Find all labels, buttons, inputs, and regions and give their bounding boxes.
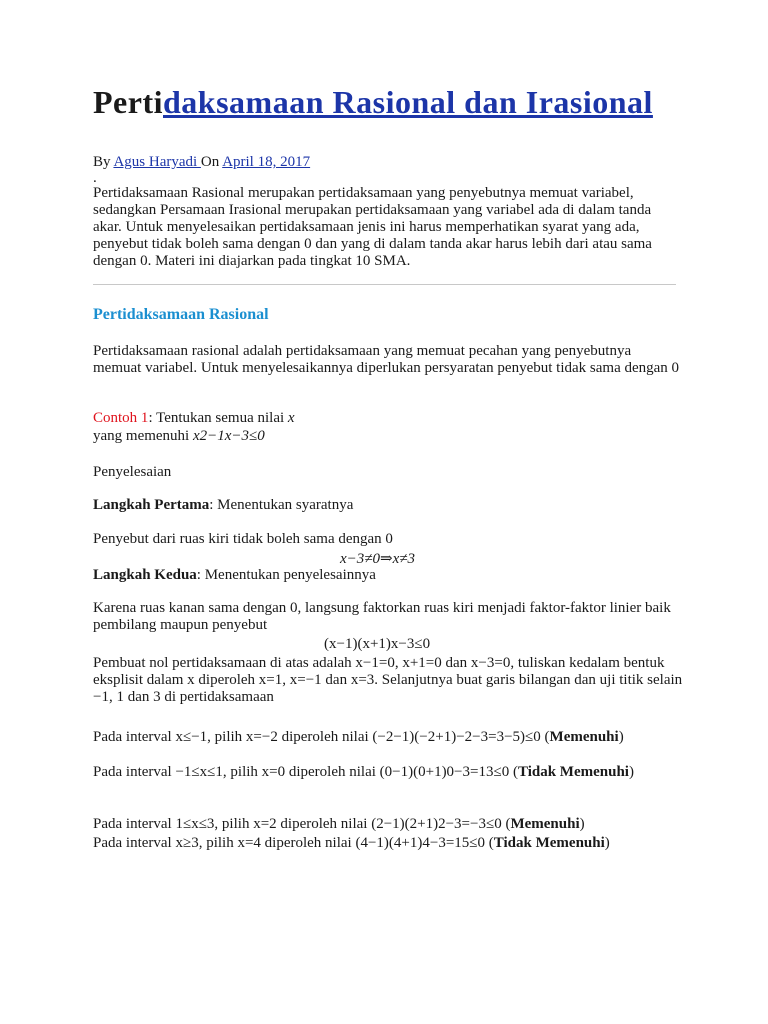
step-one-text: : Menentukan syaratnya — [209, 497, 354, 513]
page-title — [93, 84, 653, 121]
interval-3 — [93, 816, 683, 833]
interval-1-text: Pada interval x≤−1, pilih x=−2 diperoleh nilai (−2−1)(−2+1)−2−3=3−5)≤0 ( — [93, 729, 550, 745]
interval-2-result: Tidak Memenuhi — [517, 764, 629, 780]
byline-on: On — [200, 154, 223, 170]
interval-2-text: Pada interval −1≤x≤1, pilih x=0 diperoleh nilai (0−1)(0+1)0−3=13≤0 ( — [93, 764, 518, 780]
zeros-paragraph: Pembuat nol pertidaksamaan di atas adalah x−1=0, x+1=0 dan x−3=0, tuliskan kedalam bentuk eksplisit dalam x diperoleh x=1, x=−1 dan x=3. Selanjutnya buat garis bilangan dan uji titik selain −1, 1 dan 3 di pertidaksamaan — [93, 655, 683, 705]
title-prefix: Perti — [93, 84, 163, 120]
example-expression: x2−1x−3≤0 — [192, 428, 265, 444]
interval-4 — [93, 835, 683, 852]
interval-1-result: Memenuhi — [549, 729, 619, 745]
example-label: Contoh 1 — [93, 410, 149, 426]
byline-separator: . — [93, 170, 97, 186]
step-one-label: Langkah Pertama — [93, 497, 210, 513]
step-two-detail: Karena ruas kanan sama dengan 0, langsung faktorkan ruas kiri menjadi faktor-faktor linier baik pembilang maupun penyebut — [93, 600, 671, 633]
interval-3-close: ) — [579, 816, 585, 832]
author-link[interactable]: Agus Haryadi — [113, 154, 201, 170]
step-two-label: Langkah Kedua — [93, 567, 197, 583]
solution-label: Penyelesaian — [93, 464, 172, 480]
step-two — [93, 567, 683, 584]
step-two-text: : Menentukan penyelesainnya — [196, 567, 376, 583]
title-link[interactable]: daksamaan Rasional dan Irasional — [163, 84, 653, 120]
intro-paragraph: Pertidaksamaan Rasional merupakan pertidaksamaan yang penyebutnya memuat variabel, sedangkan Persamaan Irasional merupakan pertidaksamaan yang variabel ada di dalam tanda akar. Untuk menyelesaikan pertidaksamaan jenis ini harus memperhatikan syarat yang ada, penyebut tidak boleh sama dengan 0 dan yang di dalam tanda akar harus lebih dari atau sama dengan 0. Materi ini diajarkan pada tingkat 10 SMA. — [93, 185, 652, 269]
step-one-detail: Penyebut dari ruas kiri tidak boleh sama dengan 0 — [93, 531, 393, 547]
interval-4-close: ) — [604, 835, 610, 851]
step-one — [93, 497, 683, 514]
interval-4-result: Tidak Memenuhi — [493, 835, 605, 851]
section-heading: Pertidaksamaan Rasional — [93, 306, 269, 323]
interval-3-result: Memenuhi — [510, 816, 580, 832]
interval-4-text: Pada interval x≥3, pilih x=4 diperoleh nilai (4−1)(4+1)4−3=15≤0 ( — [93, 835, 494, 851]
example-condition — [93, 428, 683, 445]
example-prompt — [93, 410, 683, 427]
divider — [93, 284, 676, 285]
example-text: : Tentukan semua nilai — [148, 410, 288, 426]
interval-1-close: ) — [618, 729, 624, 745]
interval-1 — [93, 729, 683, 746]
byline-by: By — [93, 154, 114, 170]
interval-2-close: ) — [628, 764, 634, 780]
interval-3-text: Pada interval 1≤x≤3, pilih x=2 diperoleh nilai (2−1)(2+1)2−3=−3≤0 ( — [93, 816, 511, 832]
example-condition-text: yang memenuhi — [93, 428, 193, 444]
byline — [93, 154, 310, 171]
definition-paragraph: Pertidaksamaan rasional adalah pertidaksamaan yang memuat pecahan yang penyebutnya memuat variabel. Untuk menyelesaikannya diperlukan persyaratan penyebut tidak sama dengan 0 — [93, 343, 680, 376]
example-var: x — [287, 410, 295, 426]
date-link[interactable]: April 18, 2017 — [222, 154, 311, 170]
interval-2 — [93, 764, 683, 781]
step-two-equation: (x−1)(x+1)x−3≤0 — [324, 636, 431, 652]
step-one-equation: x−3≠0⇒x≠3 — [340, 551, 415, 567]
